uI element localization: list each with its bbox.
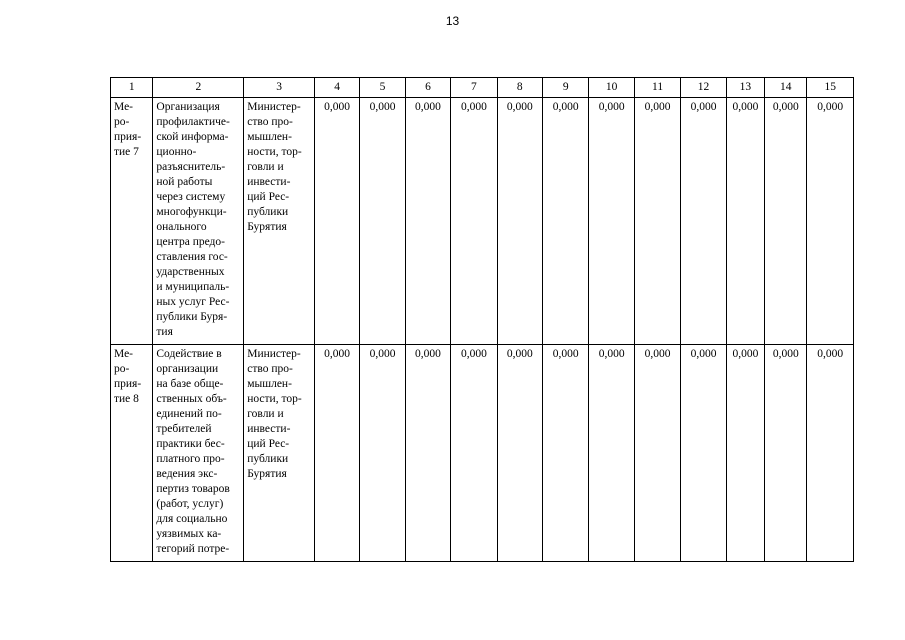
column-header: 9 (543, 78, 589, 98)
value-cell: 0,000 (360, 345, 405, 562)
value-cell: 0,000 (589, 345, 634, 562)
column-header: 12 (681, 78, 726, 98)
value-cell: 0,000 (634, 98, 680, 345)
value-cell: 0,000 (543, 345, 589, 562)
value-cell: 0,000 (405, 98, 450, 345)
column-header: 15 (807, 78, 854, 98)
column-header: 11 (634, 78, 680, 98)
table-row (111, 98, 854, 345)
value-cell: 0,000 (634, 345, 680, 562)
value-cell: 0,000 (543, 98, 589, 345)
value-cell: 0,000 (726, 345, 764, 562)
value-cell: 0,000 (497, 98, 542, 345)
description-cell: Организация профилактиче- ской информа- ционно- разъяснитель- ной работы через систему многофункци- онального центра предо- ставления гос- ударственных и муниципаль- ных услуг Рес- публики Буря- тия (153, 98, 244, 345)
column-header: 5 (360, 78, 405, 98)
value-cell: 0,000 (807, 98, 854, 345)
column-header: 10 (589, 78, 634, 98)
value-cell: 0,000 (765, 345, 807, 562)
value-cell: 0,000 (589, 98, 634, 345)
column-header: 4 (314, 78, 359, 98)
column-header: 6 (405, 78, 450, 98)
event-name-cell: Ме- ро- прия- тие 7 (111, 98, 153, 345)
value-cell: 0,000 (314, 98, 359, 345)
column-header: 14 (765, 78, 807, 98)
value-cell: 0,000 (726, 98, 764, 345)
column-header: 1 (111, 78, 153, 98)
value-cell: 0,000 (807, 345, 854, 562)
column-header: 7 (451, 78, 497, 98)
value-cell: 0,000 (314, 345, 359, 562)
column-header: 13 (726, 78, 764, 98)
value-cell: 0,000 (765, 98, 807, 345)
executor-cell: Министер- ство про- мышлен- ности, тор- говли и инвести- ций Рес- публики Бурятия (244, 345, 315, 562)
page-number: 13 (445, 14, 460, 28)
value-cell: 0,000 (360, 98, 405, 345)
value-cell: 0,000 (681, 98, 726, 345)
table-row (111, 345, 854, 562)
column-header: 2 (153, 78, 244, 98)
header-row (111, 78, 854, 98)
executor-cell: Министер- ство про- мышлен- ности, тор- говли и инвести- ций Рес- публики Бурятия (244, 98, 315, 345)
budget-table (110, 77, 854, 562)
column-header: 3 (244, 78, 315, 98)
description-cell: Содействие в организации на базе обще- ственных объ- единений по- требителей практики бес- платного про- ведения экс- пертиз товаров (работ, услуг) для социально уязвимых ка- тегорий потре- (153, 345, 244, 562)
value-cell: 0,000 (405, 345, 450, 562)
event-name-cell: Ме- ро- прия- тие 8 (111, 345, 153, 562)
column-header: 8 (497, 78, 542, 98)
value-cell: 0,000 (451, 345, 497, 562)
value-cell: 0,000 (681, 345, 726, 562)
value-cell: 0,000 (451, 98, 497, 345)
value-cell: 0,000 (497, 345, 542, 562)
